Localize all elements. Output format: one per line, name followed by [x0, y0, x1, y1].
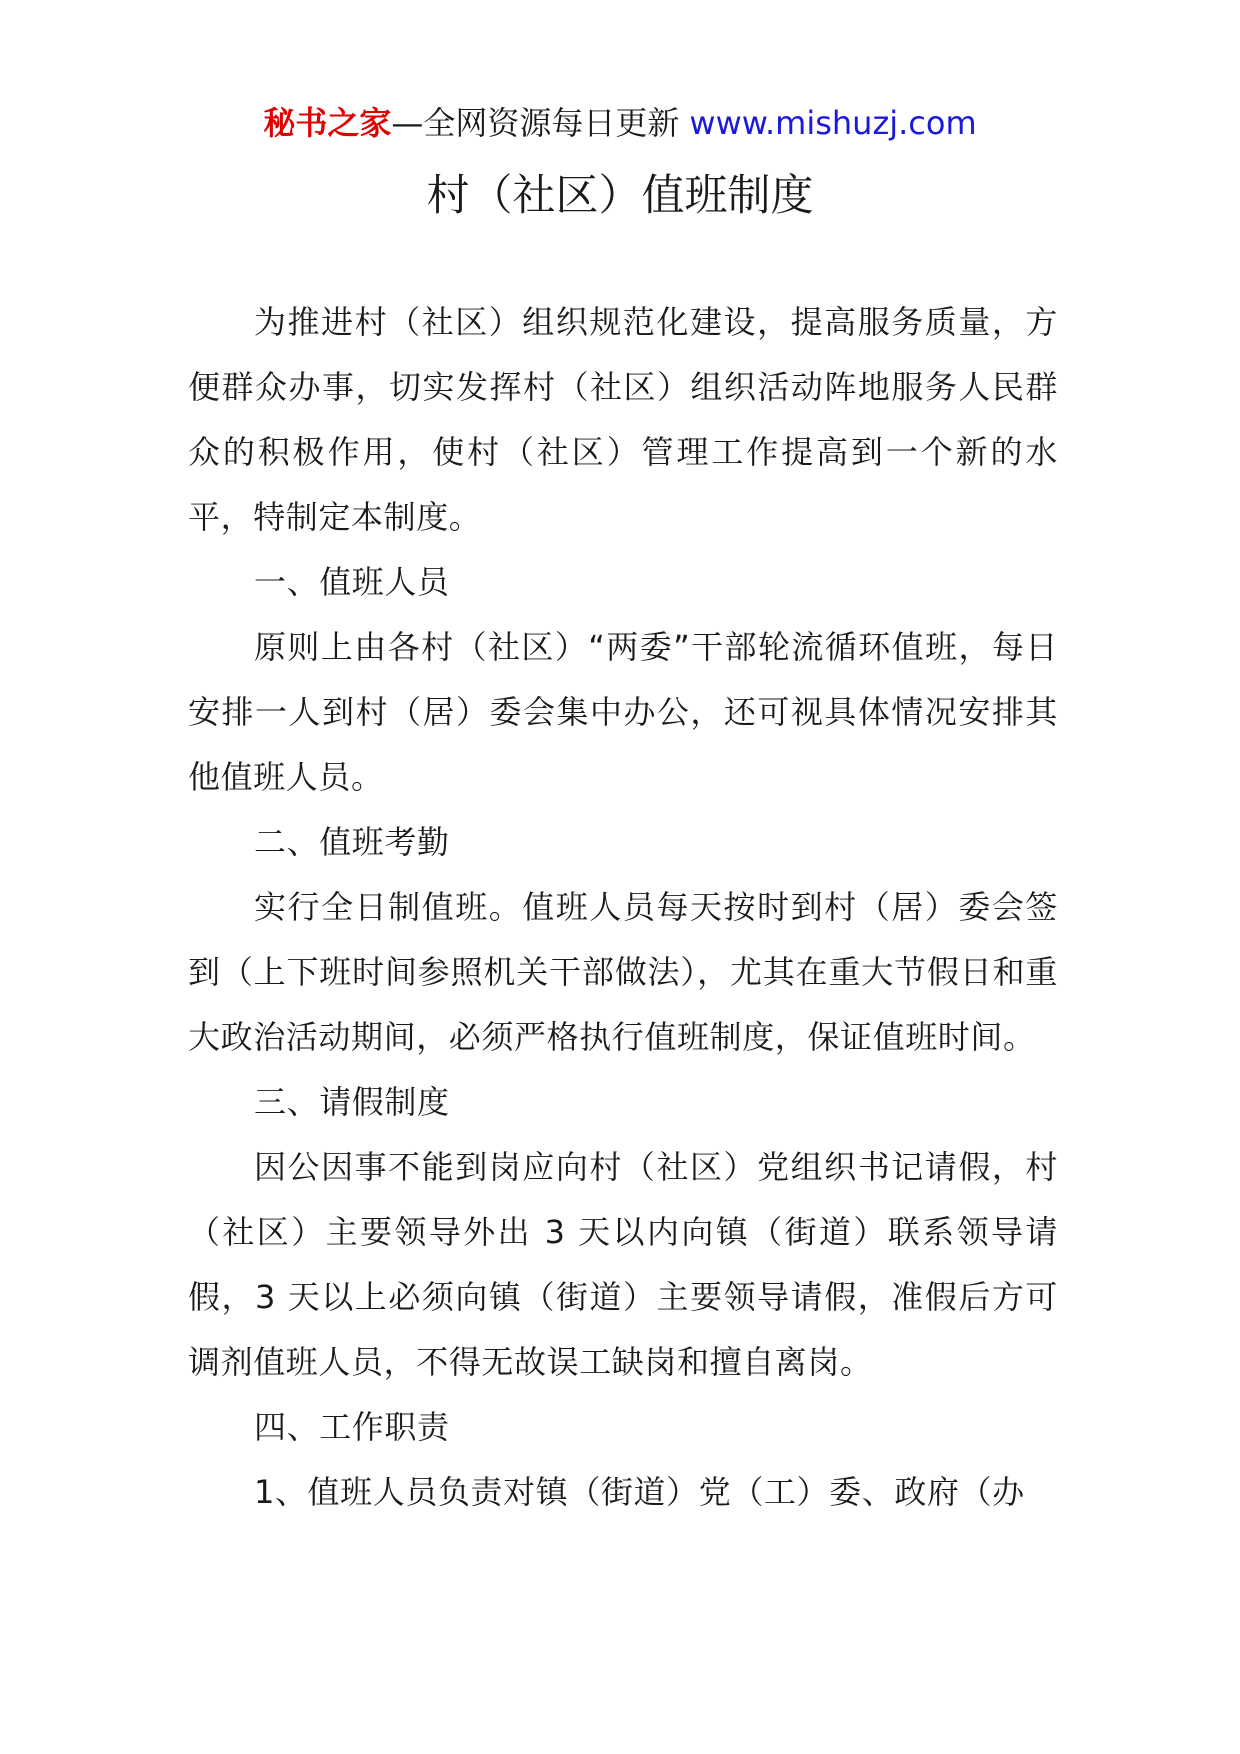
section-heading-duties: 四、工作职责 [254, 1408, 450, 1446]
site-header [0, 100, 1240, 146]
duty-staff-paragraph: 原则上由各村（社区）“两委”干部轮流循环值班，每日安排一人到村（居）委会集中办公，还可视具体情况安排其他值班人员。 [188, 628, 1058, 796]
duties-item-1: 1、值班人员负责对镇（街道）党（工）委、政府（办 [254, 1473, 1025, 1511]
section-heading-duty-staff: 一、值班人员 [254, 563, 450, 601]
site-url-link[interactable]: www.mishuzj.com [689, 104, 977, 142]
leave-paragraph: 因公因事不能到岗应向村（社区）党组织书记请假，村（社区）主要领导外出 3 天以内向镇（街道）联系领导请假，3 天以上必须向镇（街道）主要领导请假，准假后方可调剂值班人员，不得无故误工缺岗和擅自离岗。 [188, 1148, 1058, 1381]
document-body [188, 290, 1058, 1525]
section-heading-attendance: 二、值班考勤 [254, 823, 450, 861]
site-brand: 秘书之家 [263, 104, 392, 142]
section-heading-leave: 三、请假制度 [254, 1083, 450, 1121]
attendance-paragraph: 实行全日制值班。值班人员每天按时到村（居）委会签到（上下班时间参照机关干部做法），尤其在重大节假日和重大政治活动期间，必须严格执行值班制度，保证值班时间。 [188, 888, 1058, 1056]
intro-paragraph: 为推进村（社区）组织规范化建设，提高服务质量，方便群众办事，切实发挥村（社区）组织活动阵地服务人民群众的积极作用，使村（社区）管理工作提高到一个新的水平，特制定本制度。 [188, 303, 1058, 536]
site-slogan: —全网资源每日更新 [391, 104, 680, 142]
document-title: 村（社区）值班制度 [426, 171, 814, 221]
